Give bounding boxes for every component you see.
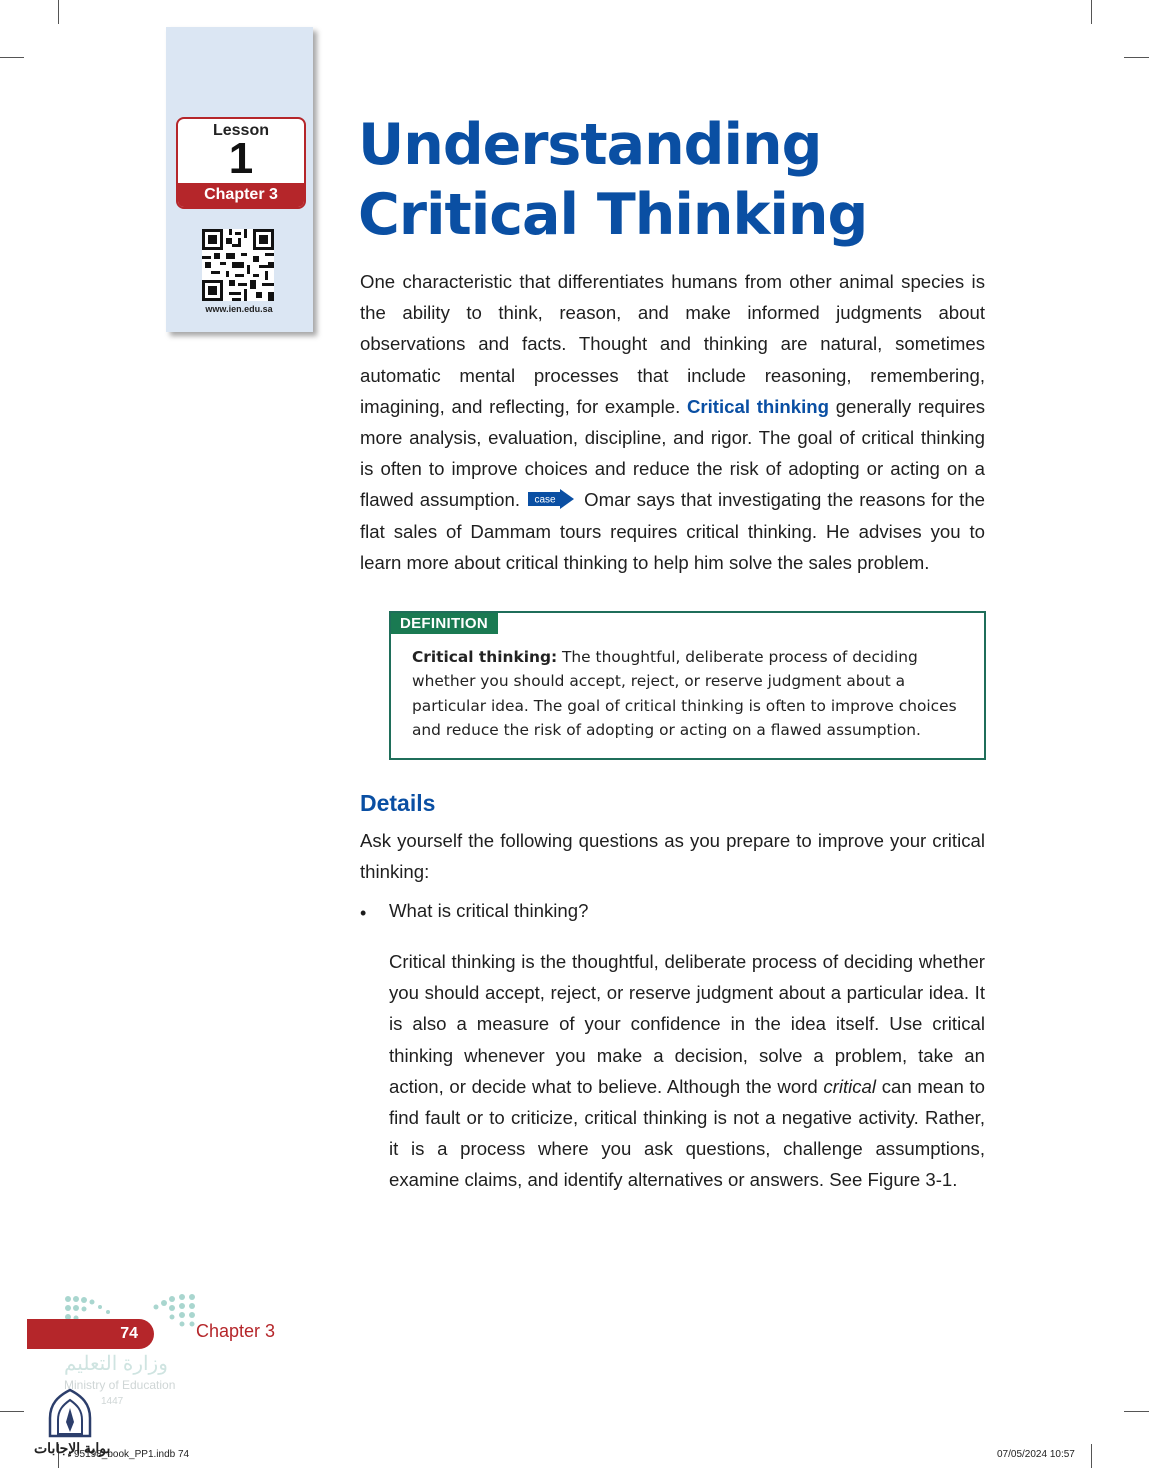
crop-mark (0, 1411, 24, 1412)
definition-text (412, 645, 967, 743)
page-number: 74 (27, 1319, 154, 1349)
crop-mark (1091, 0, 1092, 24)
crop-mark (1091, 1444, 1092, 1468)
key-term: Critical thinking (686, 395, 829, 417)
definition-body: The thoughtful, deliberate process of deciding whether you should accept, reject, or reserve judgment about a particular idea. The goal of critical thinking is often to improve choices and reduce the risk of adopting or acting on a flawed assumption. (412, 648, 957, 740)
definition-term: Critical thinking: (412, 648, 558, 666)
watermark: بوابة الإجابات (34, 1440, 111, 1456)
print-slug-date: 07/05/2024 10:57 (997, 1449, 1075, 1460)
details-heading: Details (360, 790, 436, 816)
ministry-name-en: Ministry of Education (64, 1378, 176, 1392)
bullet-dot: • (360, 903, 367, 923)
answer-part1: Critical thinking is the thoughtful, deliberate process of deciding whether you should accept, reject, or reserve judgment about a particular idea. It is also a measure of your confidence in the idea itself. Use critical thinking whenever you make a decision, solve a problem, take an action, or decide what to believe. Although the word (389, 951, 985, 1097)
intro-text-part2: generally requires more analysis, evaluation, discipline, and rigor. The goal of critical thinking is often to improve choices and reduce the risk of adopting or acting on a flawed assumption. (360, 395, 986, 511)
intro-paragraph (360, 266, 985, 578)
lesson-badge (176, 117, 306, 209)
definition-box (389, 611, 986, 760)
answer-italic: critical (823, 1075, 877, 1097)
answer-part2: can mean to find fault or to criticize, critical thinking is not a negative activity. Rather, it is a process where you ask questions, challenge assumptions, examine claims, and identify alternatives or answers. See Figure 3-1. (389, 1075, 985, 1191)
lesson-label: Lesson (212, 122, 269, 139)
definition-tag: DEFINITION (391, 613, 498, 634)
intro-text-part1: One characteristic that differentiates humans from other animal species is the ability to think, reason, and make informed judgments about observations and facts. Thought and thinking are natural, sometimes automatic mental processes that include reasoning, remembering, imagining, and reflecting, for example. (360, 271, 985, 417)
lesson-number: 1 (228, 134, 254, 183)
page-title: Understanding Critical Thinking (358, 112, 868, 248)
qr-code-icon[interactable] (202, 229, 274, 301)
ministry-logo-icon (46, 1388, 94, 1440)
crop-mark (0, 57, 24, 58)
crop-mark (1124, 57, 1149, 58)
footer-chapter: Chapter 3 (196, 1321, 276, 1341)
ministry-year: 1447 (101, 1396, 124, 1407)
ministry-name-ar: وزارة التعليم (64, 1353, 168, 1375)
crop-mark (1124, 1411, 1149, 1412)
crop-mark (58, 0, 59, 24)
bullet-question: What is critical thinking? (389, 900, 589, 921)
details-answer (389, 946, 985, 1196)
print-slug-file: 95198_book_PP1.indb 74 (74, 1449, 190, 1460)
case-label: case (534, 494, 556, 506)
lesson-chapter-label: Chapter 3 (178, 183, 304, 207)
case-arrow-icon (528, 489, 574, 509)
intro-text-part3: Omar says that investigating the reasons for the flat sales of Dammam tours requires critical thinking. He advises you to learn more about critical thinking to help him solve the sales problem. (360, 489, 985, 573)
details-intro: Ask yourself the following questions as you prepare to improve your critical thinking: (360, 830, 985, 883)
site-url[interactable]: www.ien.edu.sa (205, 304, 273, 314)
